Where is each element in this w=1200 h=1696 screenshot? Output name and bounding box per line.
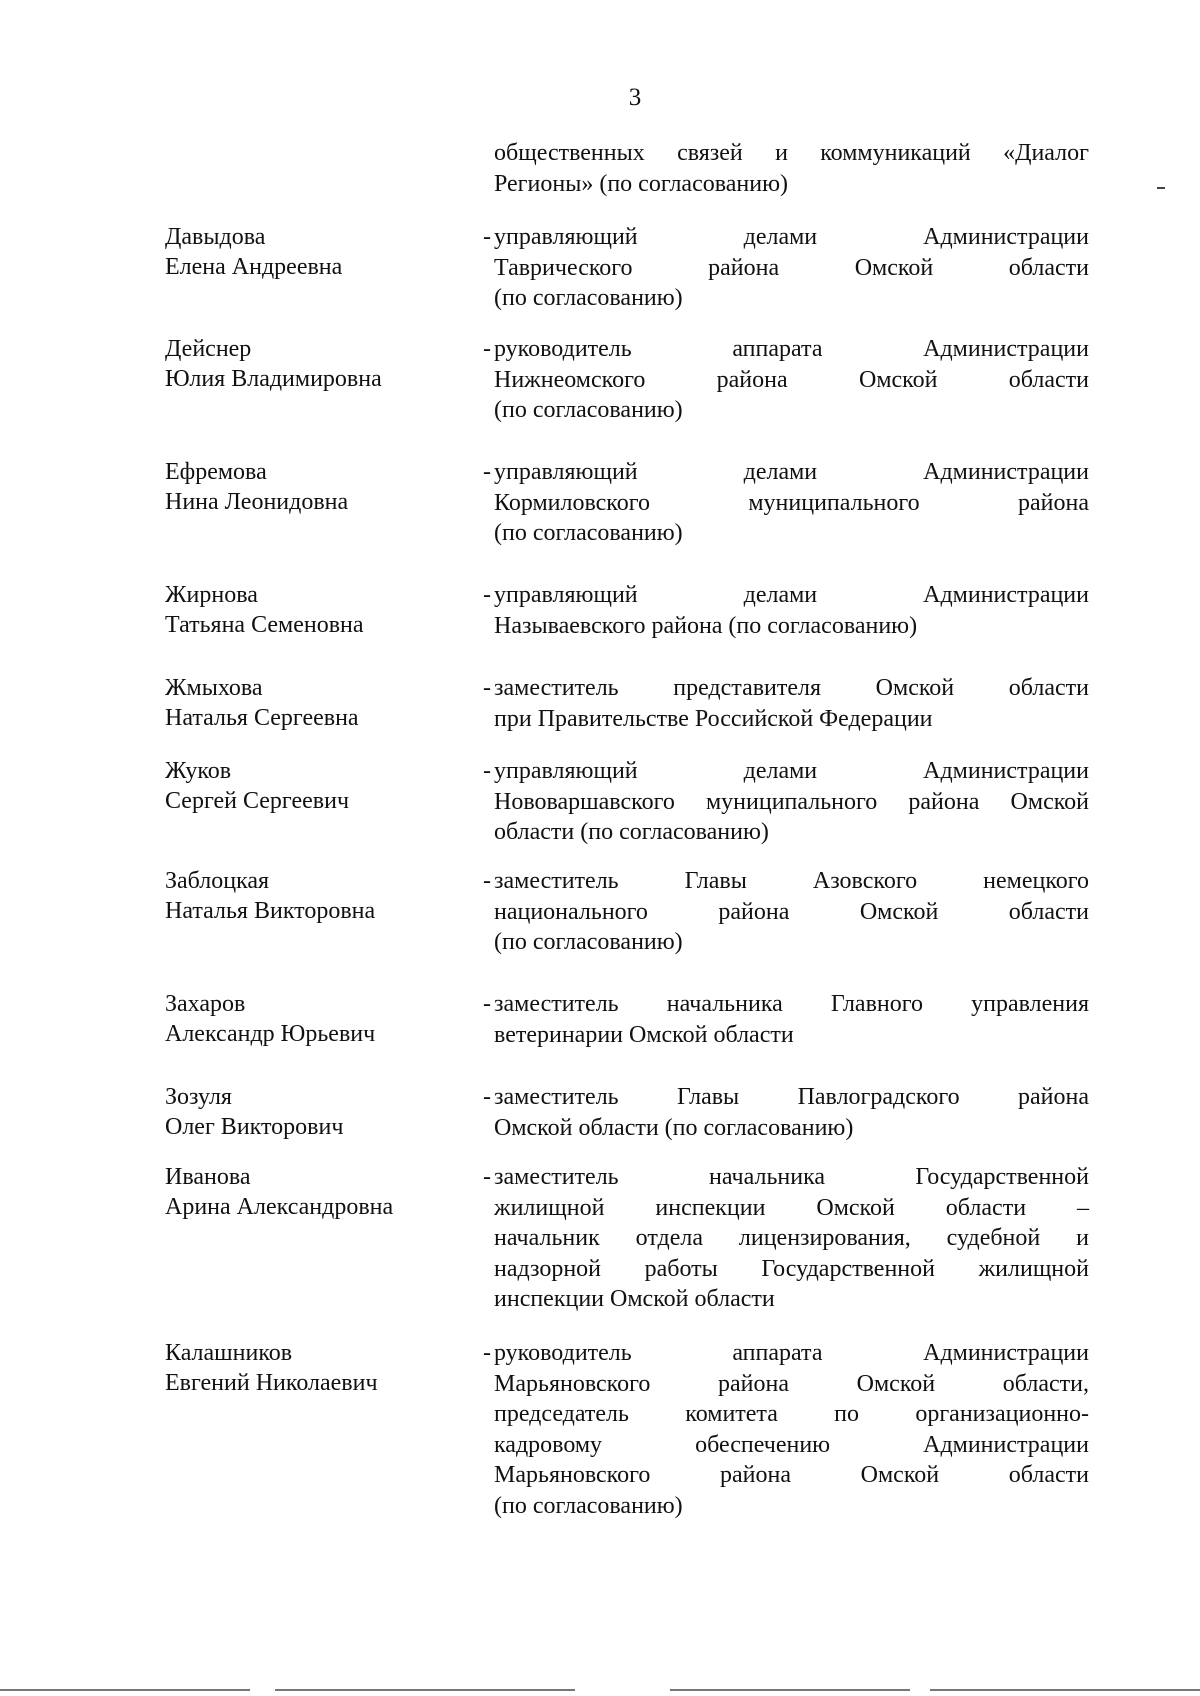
member-surname: Жирнова <box>165 582 258 608</box>
list-dash: - <box>483 1084 491 1110</box>
desc-line: заместитель представителя Омской области <box>494 675 1089 701</box>
member-given-name: Александр Юрьевич <box>165 1021 376 1047</box>
member-position <box>494 1162 1089 1315</box>
scan-edge-line <box>930 1689 1200 1691</box>
desc-line: руководитель аппарата Администрации <box>494 336 1089 362</box>
desc-line: заместитель начальника Государственной <box>494 1164 1089 1190</box>
member-given-name: Наталья Викторовна <box>165 898 376 924</box>
member-surname: Дейснер <box>165 336 252 362</box>
desc-line: управляющий делами Администрации <box>494 224 1089 250</box>
desc-line: Регионы» (по согласованию) <box>494 170 789 197</box>
member-position <box>494 989 1089 1050</box>
desc-line: Нововаршавского муниципального района Омской <box>494 788 1089 815</box>
desc-line: заместитель начальника Главного управления <box>494 991 1089 1017</box>
member-surname: Жуков <box>165 758 232 784</box>
member-surname: Давыдова <box>165 224 266 250</box>
member-position <box>494 1338 1089 1521</box>
desc-line: управляющий делами Администрации <box>494 459 1089 485</box>
desc-line: инспекции Омской области <box>494 1286 775 1312</box>
list-dash: - <box>483 1340 491 1366</box>
desc-line: заместитель Главы Азовского немецкого <box>494 868 1089 894</box>
member-given-name: Елена Андреевна <box>165 254 343 280</box>
member-given-name: Евгений Николаевич <box>165 1370 378 1396</box>
desc-line: (по согласованию) <box>494 929 683 955</box>
intro-text <box>494 138 1089 199</box>
list-dash: - <box>483 459 491 485</box>
desc-line: (по согласованию) <box>494 397 683 423</box>
member-given-name: Татьяна Семеновна <box>165 612 364 638</box>
desc-line: заместитель Главы Павлоградского района <box>494 1084 1089 1110</box>
margin-mark <box>1157 187 1165 189</box>
desc-line: управляющий делами Администрации <box>494 758 1089 784</box>
member-name <box>165 1162 465 1222</box>
desc-line: при Правительстве Российской Федерации <box>494 705 933 732</box>
desc-line: общественных связей и коммуникаций «Диалог <box>494 140 1089 166</box>
desc-line: Марьяновского района Омской области, <box>494 1370 1089 1397</box>
member-position <box>494 222 1089 314</box>
list-dash: - <box>483 868 491 894</box>
member-given-name: Олег Викторович <box>165 1114 344 1140</box>
member-given-name: Арина Александровна <box>165 1194 394 1220</box>
desc-line: Кормиловского муниципального района <box>494 489 1089 516</box>
list-dash: - <box>483 336 491 362</box>
member-position <box>494 1082 1089 1143</box>
desc-line: Марьяновского района Омской области <box>494 1462 1089 1488</box>
desc-line: управляющий делами Администрации <box>494 582 1089 608</box>
member-surname: Зозуля <box>165 1084 232 1110</box>
member-position <box>494 866 1089 958</box>
desc-line: жилищной инспекции Омской области – <box>494 1194 1089 1221</box>
desc-line: кадровому обеспечению Администрации <box>494 1431 1089 1458</box>
member-name <box>165 334 465 394</box>
member-given-name: Нина Леонидовна <box>165 489 349 515</box>
member-name <box>165 866 465 926</box>
member-name <box>165 673 465 733</box>
member-surname: Ефремова <box>165 459 267 485</box>
member-given-name: Наталья Сергеевна <box>165 705 359 731</box>
desc-line: (по согласованию) <box>494 285 683 311</box>
scan-edge-line <box>670 1689 910 1691</box>
desc-line: национального района Омской области <box>494 898 1089 925</box>
member-given-name: Юлия Владимировна <box>165 366 382 392</box>
desc-line: Называевского района (по согласованию) <box>494 612 918 639</box>
scan-edge-line <box>0 1689 250 1691</box>
desc-line: Омской области (по согласованию) <box>494 1114 854 1141</box>
member-name <box>165 1338 465 1398</box>
member-surname: Жмыхова <box>165 675 263 701</box>
member-position <box>494 457 1089 549</box>
desc-line: (по согласованию) <box>494 520 683 546</box>
member-position <box>494 756 1089 848</box>
member-name <box>165 989 465 1049</box>
member-surname: Калашников <box>165 1340 293 1366</box>
member-given-name: Сергей Сергеевич <box>165 788 350 814</box>
desc-line: ветеринарии Омской области <box>494 1021 794 1048</box>
page-number: 3 <box>628 84 642 111</box>
member-name <box>165 457 465 517</box>
list-dash: - <box>483 1164 491 1190</box>
member-position <box>494 580 1089 641</box>
member-position <box>494 334 1089 426</box>
scan-edge-line <box>275 1689 575 1691</box>
desc-line: Нижнеомского района Омской области <box>494 366 1089 393</box>
list-dash: - <box>483 758 491 784</box>
desc-line: надзорной работы Государственной жилищной <box>494 1255 1089 1282</box>
list-dash: - <box>483 582 491 608</box>
member-name <box>165 1082 465 1142</box>
desc-line: руководитель аппарата Администрации <box>494 1340 1089 1366</box>
member-name <box>165 756 465 816</box>
member-name <box>165 222 465 282</box>
desc-line: начальник отдела лицензирования, судебной и <box>494 1225 1089 1251</box>
desc-line: Таврического района Омской области <box>494 254 1089 281</box>
desc-line: области (по согласованию) <box>494 819 769 845</box>
desc-line: (по согласованию) <box>494 1492 683 1519</box>
list-dash: - <box>483 224 491 250</box>
member-position <box>494 673 1089 734</box>
member-surname: Заблоцкая <box>165 868 270 894</box>
desc-line: председатель комитета по организационно- <box>494 1401 1089 1427</box>
list-dash: - <box>483 675 491 701</box>
member-surname: Захаров <box>165 991 246 1017</box>
member-surname: Иванова <box>165 1164 251 1190</box>
member-name <box>165 580 465 640</box>
list-dash: - <box>483 991 491 1017</box>
